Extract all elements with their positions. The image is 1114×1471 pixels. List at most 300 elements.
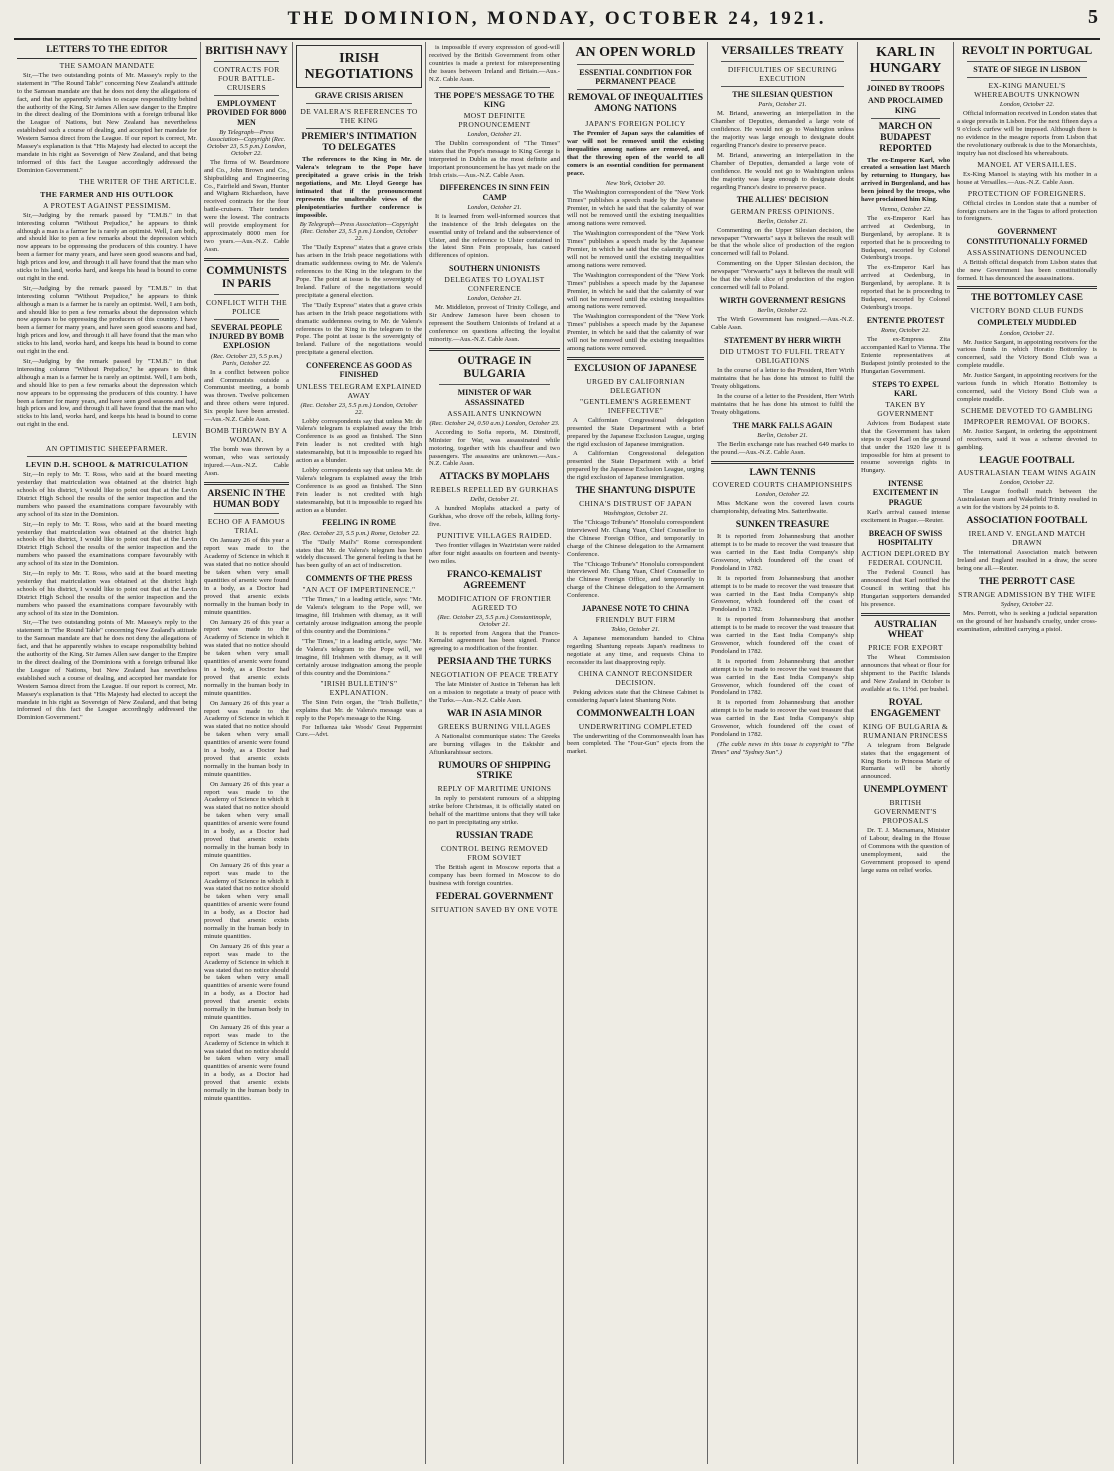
article-prague <box>861 479 950 524</box>
article-subheading: STRANGE ADMISSION BY THE WIFE <box>958 589 1096 599</box>
article-headline: AUSTRALIAN WHEAT <box>874 619 937 641</box>
article-body: The League football match between the Australasian team and Wakefield Trinity resulted in a win for the visitors by 24 points to 8. <box>957 488 1097 512</box>
article-body: Mr. Justice Sargant, in appointing receivers for the various funds in which Horatio Bottomley is concerned, said the Victory Bond Club was a complete muddle. <box>957 338 1097 370</box>
article-headline: FRANCO-KEMALIST AGREEMENT <box>446 569 542 591</box>
article-wirth-statement <box>711 336 854 417</box>
divider <box>214 294 279 295</box>
article-subheading: "AN ACT OF IMPERTINENCE." <box>302 585 416 595</box>
article-unemployment <box>861 785 950 874</box>
article-body: On January 26 of this year a report was made to the Academy of Science in which it was stated that no notice should be taken when very small quantities of arsenic were found in a body, as a Doctor had proved that arsenic exists normally in the human body in minute quantities. <box>204 537 289 616</box>
article-subheading: VICTORY BOND CLUB FUNDS <box>970 306 1084 316</box>
article-sinn-fein <box>429 183 560 260</box>
divider <box>871 118 940 119</box>
column-3 <box>292 42 425 1464</box>
article-dateline: London, October 21. <box>999 329 1055 337</box>
article-subheading: GRAVE CRISIS ARISEN <box>314 91 404 101</box>
article-dateline: London, October 21. <box>467 295 522 303</box>
article-body: The "Chicago Tribune's" Honolulu correspondent interviewed Mr. Chang Yuan, Chief Counsellor to the Chinese Foreign Office, and temporarily in charge of the Chinese delegation to the Armament Conference. <box>567 560 704 600</box>
article-subheading: CONTROL BEING REMOVED FROM SOVIET <box>440 843 549 862</box>
article-headline: GOVERNMENT CONSTITUTIONALLY FORMED <box>966 227 1088 246</box>
article-open-world <box>567 45 704 115</box>
article-british-navy <box>204 45 289 254</box>
article-moplahs <box>429 472 560 565</box>
article-headline: MARCH ON BUDAPEST REPORTED <box>878 121 933 154</box>
article-headline: ENTENTE PROTEST <box>866 315 945 325</box>
masthead <box>14 2 1100 40</box>
article-lead: The references to the King in Mr. de Valera's telegram to the Pope have precipitated a grave crisis in the Irish negotiations, and Mr. Lloyd George has intimated that if the pronouncement represents the unalterable views of the plenipotentiaries further conference is impossible. <box>296 156 422 219</box>
article-farmer <box>17 190 197 440</box>
article-dateline: (Rec. October 23, 5.5 p.m.) Paris, October 22. <box>211 352 282 367</box>
article-body: A Nationalist communique states: The Greeks are burning villages in the Eskishir and Afiunkarahissar sectors. <box>429 732 560 756</box>
article-headline: WIRTH GOVERNMENT RESIGNS <box>719 295 846 305</box>
article-body: It is reported from Johannesburg that another attempt is to be made to recover the vast treasure that was carried in the East India Company's ship Grosvenor, which foundered off the coast of Pondoland in 1782. <box>711 574 854 614</box>
article-subheading: DELEGATES TO LOYALIST CONFERENCE <box>444 275 545 294</box>
article-allies-decision <box>711 195 854 291</box>
article-subheading: "IRISH BULLETIN'S" EXPLANATION. <box>320 679 398 698</box>
article-swiss-hospitality <box>861 529 950 609</box>
divider <box>214 319 279 320</box>
article-headline: COMMENTS OF THE PRESS <box>305 574 413 584</box>
article-body: The underwriting of the Commonwealth loan has been completed. The "Four-Gun" ejects from the market. <box>567 732 704 756</box>
divider <box>967 61 1087 62</box>
article-body: Advices from Budapest state that the Government has taken steps to expel Karl on the ground that under the 1920 law it is impossible for him at present to resume sovereign rights in Hungary. <box>861 419 950 475</box>
article-headline: THE MARK FALLS AGAIN <box>732 420 833 430</box>
article-dateline: Delhi, October 21. <box>470 496 519 504</box>
headline-box <box>296 45 422 88</box>
article-headline: THE POPE'S MESSAGE TO THE KING <box>434 90 555 109</box>
article-australian-wheat <box>861 620 950 694</box>
article-subheading: GERMAN PRESS OPINIONS. <box>730 206 835 216</box>
article-body: It is reported from Johannesburg that another attempt is to be made to recover the vast treasure that was carried in the East India Company's ship Grosvenor, which foundered off the coast of Pondoland in 1782. <box>711 699 854 738</box>
article-subheading: PUNITIVE VILLAGES RAIDED. <box>436 530 553 540</box>
article-headline: EXCLUSION OF JAPANESE <box>574 363 697 374</box>
article-subheading: ESSENTIAL CONDITION FOR PERMANENT PEACE <box>579 68 692 87</box>
article-subheading: UNDERWRITING COMPLETED <box>578 721 693 731</box>
article-body: M. Briand, answering an interpellation in the Chamber of Deputies, demanded a large vote of confidence. He would not go to Washington unless the majority was large enough to designate doubt regarding France's desire to preserve peace. <box>711 151 854 191</box>
article-dateline: Washington, October 21. <box>603 509 668 517</box>
masthead-title: THE DOMINION, MONDAY, OCTOBER 24, 1921. <box>287 8 827 29</box>
article-subheading: CONTRACTS FOR FOUR BATTLE-CRUISERS <box>213 65 280 93</box>
article-body: It is reported from Johannesburg that another attempt is to be made to recover the vast treasure that was carried in the East India Company's ship Grosvenor, which foundered off the coast of Pondoland in 1782. <box>711 616 854 655</box>
article-headline: BREACH OF SWISS HOSPITALITY <box>868 528 943 547</box>
article-signature: THE WRITER OF THE ARTICLE. <box>79 176 197 186</box>
article-dateline: Sydney, October 22. <box>1000 600 1054 608</box>
article-wirth-resigns <box>711 296 854 332</box>
article-subheading: BOMB THROWN BY A WOMAN. <box>205 426 288 444</box>
article-body: Dr. T. J. Macnamara, Minister of Labour, dealing in the House of Commons with the question of unemployment, said the Government proposed to spend large sums on relief works. <box>861 827 950 874</box>
divider <box>721 61 844 62</box>
article-headline: SOUTHERN UNIONISTS <box>449 264 540 274</box>
column-8 <box>953 42 1100 1464</box>
article-headline: ATTACKS BY MOPLAHS <box>439 472 550 483</box>
article-subheading: SCHEME DEVOTED TO GAMBLING <box>961 405 1093 415</box>
article-shantung <box>567 486 704 600</box>
article-body: On January 26 of this year a report was made to the Academy of Science in which it was stated that no notice should be taken when very small quantities of arsenic were found in a body, as a Doctor had proved that arsenic exists normally in the human body in minute quantities. <box>204 942 289 1021</box>
article-headline: REVOLT IN PORTUGAL <box>961 45 1093 57</box>
article-league-football <box>957 456 1097 513</box>
article-headline: STATEMENT BY HERR WIRTH <box>724 335 841 345</box>
article-subheading: KING OF BULGARIA & RUMANIAN PRINCESS <box>862 721 949 740</box>
article-subheading: COVERED COURTS CHAMPIONSHIPS <box>712 480 853 490</box>
article-body: A telegram from Belgrade states that the engagement of King Boris to Princess Marie of Rumania will be shortly announced. <box>861 741 950 781</box>
article-dateline: Berlin, October 21. <box>757 431 808 439</box>
article-body: The Washington correspondent of the "New York Times" publishes a speech made by the Japanese Premier, in which he said that the calamity of war will not be removed until the existing inequalities among nations were removed. <box>567 313 704 352</box>
divider <box>721 86 844 87</box>
article-body: Mr. Justice Sargant, in ordering the appointment of receivers, said it was a scheme devoted to gambling. <box>957 427 1097 451</box>
article-subheading: EX-KING MANUEL'S WHEREABOUTS UNKNOWN <box>974 81 1080 100</box>
article-body: In a conflict between police and Communists outside a Communist meeting, a bomb was thrown. Twelve policemen and three others were injured. Six people have been arrested.—Aus.-N.Z. Cable Assn. <box>204 368 289 424</box>
article-lead: The Premier of Japan says the calamities of war will not be removed until the existing inequalities among nations are removed, and that the throwing open of the world to all comers is an essential condition for permanent peace. <box>567 130 704 177</box>
article-subheading: THE FARMER AND HIS OUTLOOK <box>40 189 174 199</box>
article-subheading: CHINA'S DISTRUST OF JAPAN <box>579 498 692 508</box>
article-dateline: Berlin, October 21. <box>757 217 808 225</box>
article-body: Sir,—In reply to Mr. T. Ross, who said at the board meeting yesterday that matriculation was obtained at the district high schools of his district, I would like to point out that at the Levin District High School the results of the senior inspection and the numbers who passed the examinations compare favourably with any school of its size in the Dominion. <box>17 570 197 617</box>
article-body: On January 26 of this year a report was made to the Academy of Science in which it was stated that no notice should be taken when very small quantities of arsenic were found in a body, as a Doctor had proved that arsenic exists normally in the human body in minute quantities. <box>204 861 289 940</box>
article-levin-school <box>17 444 197 722</box>
article-subheading: THE SAMOAN MANDATE <box>59 60 155 70</box>
article-subheading: ASSASSINATIONS DENOUNCED <box>966 247 1088 257</box>
article-subheading: MINISTER OF WAR ASSASSINATED <box>457 388 532 407</box>
article-headline: LEAGUE FOOTBALL <box>979 455 1075 466</box>
divider <box>214 61 279 62</box>
divider <box>429 348 560 351</box>
article-subheading: STATE OF SIEGE IN LISBON <box>973 65 1081 75</box>
divider <box>204 258 289 261</box>
article-body: The British agent in Moscow reports that a company has been formed in Moscow to do business with foreign countries. <box>429 863 560 887</box>
divider <box>439 384 550 385</box>
article-body: In the course of a letter to the President, Herr Wirth maintains that he has done his utmost to fulfil the Treaty obligations. <box>711 367 854 390</box>
article-body: The Wirth Government has resigned.—Aus.-N.Z. Cable Assn. <box>711 316 854 331</box>
article-dateline: London, October 21. <box>467 130 522 138</box>
article-subheading: URGED BY CALIFORNIAN DELEGATION <box>586 376 685 395</box>
article-body: The Berlin exchange rate has reached 649 marks to the pound.—Aus.-N.Z. Cable Assn. <box>711 440 854 456</box>
article-subheading: IRELAND V. ENGLAND MATCH DRAWN <box>968 529 1086 548</box>
article-subheading: A PROTEST AGAINST PESSIMISM. <box>42 200 172 210</box>
article-subheading: ACTION DEPLORED BY FEDERAL COUNCIL <box>861 549 950 568</box>
column-4 <box>425 42 563 1464</box>
article-headline: RUSSIAN TRADE <box>455 830 534 841</box>
article-body: Official information received in London states that a siege prevails in Lisbon. For the next fifteen days a 9 o'clock curfew will be imposed. Although there is no evidence in the meagre reports from Lisbon that the revolutionary outbreak is due to the Monarchists, inquiry has not disclosed his whereabouts. <box>957 110 1097 157</box>
article-headline: FEELING IN ROME <box>322 518 396 528</box>
article-headline: OUTRAGE IN BULGARIA <box>457 354 532 381</box>
article-body: The international Association match between Ireland and England resulted in a draw, the score being one all.—Reuter. <box>957 549 1097 572</box>
article-body: On January 26 of this year a report was made to the Academy of Science in which it was stated that no notice should be taken when very small quantities of arsenic were found in a body, as a Doctor had proved that arsenic exists normally in the human body in minute quantities. <box>204 1023 289 1102</box>
article-irish-negotiations <box>296 45 422 357</box>
article-body: A Californian Congressional delegation presented the State Department with a brief prepared by the Japanese Exclusion League, urging the rigid exclusion of Japanese immigration. <box>567 450 704 482</box>
article-subheading: JAPAN'S FOREIGN POLICY <box>585 119 686 129</box>
article-signature: LEVIN <box>172 431 197 441</box>
article-portugal <box>957 45 1097 223</box>
article-headline: THE SHANTUNG DISPUTE <box>575 486 696 497</box>
article-subheading: AN OPTIMISTIC SHEEPFARMER. <box>45 444 169 454</box>
article-body: The ex-Emperor Karl has arrived at Oedenburg, in Burgenland, by aeroplane. It is reported that he is proceeding to Budapest, escorted by Colonel Ostenburg's troops. <box>861 264 950 311</box>
article-headline: THE ALLIES' DECISION <box>736 195 829 205</box>
article-body: Mr. Middleton, provost of Trinity College, and Sir Andrew Jameson have been chosen to represent the Southern Unionists of Ireland at a conference on questions affecting the loyalist minority.—Aus.-N.Z. Cable Assn. <box>429 304 560 344</box>
article-franco-kemalist <box>429 570 560 654</box>
article-dateline: (Rec. October 23, 5.5 p.m.) Rome, October 22. <box>298 529 420 537</box>
article-body: Lobby correspondents say that unless Mr. de Valera's telegram is explained away the Irish Conference is as good as finished. The Sinn Fein leader is not credited with high statesmanship, but it is impossible to regard his action as a blunder. <box>296 466 422 514</box>
article-body: It is reported from Angora that the Franco-Kemalist agreement has been signed. France agreeing to a modification of the frontier. <box>429 629 560 653</box>
article-dateline: Vienna, October 22. <box>879 205 932 213</box>
article-body: M. Briand, answering an interpellation in the Chamber of Deputies, demanded a large vote of confidence. He would not go to Washington unless the majority was large enough to designate doubt regarding France's desire to preserve peace. <box>711 110 854 150</box>
article-dateline: Paris, October 21. <box>758 101 807 109</box>
article-headline: SUNKEN TREASURE <box>735 520 830 531</box>
article-subheading: GREEKS BURNING VILLAGES <box>438 721 551 731</box>
article-body: Ex-King Manoel is staying with his mother in a house at Versailles.—Aus.-N.Z. Cable Assn. <box>957 170 1097 186</box>
divider <box>306 103 412 104</box>
article-body: According to Sofia reports, M. Dimitroff, Minister for War, was assassinated while motoring, together with his chauffeur and two passengers. The assassins are unknown.—Aus.-N.Z. Cable Assn. <box>429 428 560 468</box>
article-subheading: REMOVAL OF INEQUALITIES AMONG NATIONS <box>567 93 704 115</box>
article-dateline: Tokio, October 21. <box>611 626 660 634</box>
article-subheading: COMPLETELY MUDDLED <box>977 318 1077 328</box>
article-subheading: TAKEN BY GOVERNMENT <box>877 399 934 418</box>
article-body: Two frontier villages in Waziristan were raided after four night assaults on fourteen and twenty-two miles. <box>429 541 560 565</box>
article-dateline: London, October 21. <box>467 203 522 211</box>
article-subheading: SEVERAL PEOPLE INJURED BY BOMB EXPLOSION <box>209 323 284 351</box>
article-body: Miss McKane won the covered lawn courts championship, defeating Mrs. Satterthwaite. <box>711 500 854 516</box>
article-headline: PREMIER'S INTIMATION TO DELEGATES <box>301 132 417 154</box>
article-dateline: New York, October 20. <box>605 179 666 187</box>
article-body: The "Chicago Tribune's" Honolulu correspondent interviewed Mr. Chang Yuan, Chief Counsellor to the Chinese Foreign Office, and temporarily in charge of the Chinese delegation to the Armament Conference. <box>567 518 704 558</box>
article-subheading: LEVIN D.H. SCHOOL & MATRICULATION <box>25 460 189 470</box>
article-body: The Sinn Fein organ, the "Irish Bulletin," explains that Mr. de Valera's message was a reply to the Pope's message to the King. <box>296 699 422 723</box>
article-russian-trade <box>429 831 560 888</box>
article-portugal-government <box>957 227 1097 282</box>
article-body: Official circles in London state that a number of foreign cruisers are in the Tagus to afford protection to foreigners. <box>957 199 1097 223</box>
article-versailles <box>711 45 854 191</box>
divider <box>204 482 289 485</box>
article-headline: LETTERS TO THE EDITOR <box>17 45 197 59</box>
article-body: The Federal Council has announced that Karl notified the Council in writing that his Hungarian supporters demanded his presence. <box>861 569 950 608</box>
divider <box>567 357 704 360</box>
article-headline: AN OPEN WORLD <box>575 45 696 60</box>
article-subheading: EMPLOYMENT PROVIDED FOR 8000 MEN <box>206 99 287 127</box>
copyright-note: (The cable news in this issue is copyright to "The Times" and "Sydney Sun".) <box>711 740 854 756</box>
article-subheading: FRIENDLY BUT FIRM <box>595 615 676 625</box>
article-headline: WAR IN ASIA MINOR <box>446 708 543 719</box>
column-6 <box>707 42 857 1464</box>
article-association-football <box>957 516 1097 573</box>
article-headline: ARSENIC IN THE HUMAN BODY <box>207 488 286 510</box>
article-dateline: Berlin, October 22. <box>757 307 808 315</box>
article-japan-policy <box>567 119 704 353</box>
article-communists-paris <box>204 265 289 478</box>
article-body: The Washington correspondent of the "New York Times" publishes a speech made by the Japanese Premier, in which he said that the calamity of war will not be removed until the existing inequalities among nations were removed. <box>567 230 704 269</box>
article-body: A hundred Moplahs attacked a party of Gurkhas, who drove off the rebels, killing forty-five. <box>429 505 560 529</box>
article-body: The ex-Empress Zita accompanied Karl to Vienna. The Entente representatives at Budapest jointly protested to the Hungarian Government. <box>861 336 950 375</box>
article-royal-engagement <box>861 698 950 781</box>
column-1 <box>14 42 200 1464</box>
article-dateline: London, October 22. <box>999 101 1055 109</box>
article-headline: THE BOTTOMLEY CASE <box>971 293 1083 304</box>
article-subheading: MODIFICATION OF FRONTIER AGREED TO <box>437 593 552 612</box>
article-headline: LAWN TENNIS <box>749 467 816 478</box>
article-headline: KARL IN HUNGARY <box>869 45 942 77</box>
article-dateline: (Rec. October 24, 0.50 a.m.) London, October 23. <box>429 419 560 427</box>
article-body: A Japanese memorandum handed to China regarding Shantung repeats Japan's readiness to negotiate at any time, and requests China to reconsider its last disapproving reply. <box>567 635 704 666</box>
column-5 <box>563 42 707 1464</box>
article-karl-hungary <box>861 45 950 312</box>
article-body: In the course of a letter to the President, Herr Wirth maintains that he has done his utmost to fulfil the Treaty obligations. <box>711 392 854 416</box>
article-body: Karl's arrival caused intense excitement in Prague.—Reuter. <box>861 508 950 524</box>
article-commonwealth-loan <box>567 709 704 757</box>
article-lead: The ex-Emperor Karl, who created a sensation last March by returning to Hungary, has arrived in Burgenland, and has been joined by the troops, who have proclaimed him King. <box>861 156 950 204</box>
article-headline: THE PERROTT CASE <box>979 576 1075 587</box>
divider <box>306 128 412 129</box>
article-subheading: JOINED BY TROOPS <box>866 84 945 94</box>
article-body: Sir,—Judging by the remark passed by "T.M.B." in that interesting column "Without Prejudice," he appears to think although a man is a farmer he is rarely an optimist. Well, I am both, and should like to pen a few remarks about the depression which now appears to be oppressing the producers of this country. I have been a farmer for many years, and have seen good seasons and bad, high prices and low, and through it all have found that the man who sticks to his land, works hard, and keeps his head is bound to come out right in the end. <box>17 284 197 356</box>
article-body: The "Daily Mail's" Rome correspondent states that Mr. de Valera's telegram has been widely discussed. The general feeling is that he has been guilty of an act of indiscretion. <box>296 538 422 570</box>
article-body: Mrs. Perrott, who is seeking a judicial separation on the ground of her husband's cruelty, under cross-examination, admitted carrying a pistol. <box>957 609 1097 633</box>
article-bottomley <box>957 293 1097 451</box>
article-headline: INTENSE EXCITEMENT IN PRAGUE <box>872 479 939 507</box>
article-subheading: MOST DEFINITE PRONOUNCEMENT <box>458 110 531 129</box>
article-headline: ROYAL ENGAGEMENT <box>870 697 941 719</box>
article-subheading: DE VALERA'S REFERENCES TO THE KING <box>300 107 418 126</box>
divider <box>711 461 854 464</box>
article-headline: CONFERENCE AS GOOD AS FINISHED <box>305 361 413 380</box>
article-body: The Washington correspondent of the "New York Times" publishes a speech made by the Japanese Premier, in which he said that the calamity of war will not be removed until the existing inequalities among nations were removed. <box>567 188 704 228</box>
article-body: In reply to persistent rumours of a shipping strike before Christmas, it is officially stated on behalf of the maritime unions that they will take no part in precipitating any strike. <box>429 795 560 827</box>
article-body: Peking advices state that the Chinese Cabinet is considering Japan's latest Shantung Note. <box>567 688 704 704</box>
article-subheading: CONFLICT WITH THE POLICE <box>206 298 287 317</box>
divider <box>439 87 550 88</box>
article-entente-protest <box>861 316 950 376</box>
article-headline: STEPS TO EXPEL KARL <box>872 379 939 398</box>
article-subheading: THE SILESIAN QUESTION <box>732 90 833 100</box>
article-pope-message <box>429 91 560 180</box>
article-federal-government <box>429 892 560 914</box>
article-body: Sir,—Judging by the remark passed by "T.M.B." in that interesting column "Without Prejudice," he appears to think although a man is a farmer he is rarely an optimist. Well, I am both, and should like to pen a few remarks about the depression which now appears to be oppressing the producers of this country. I have been a farmer for many years, and have seen good seasons and bad, high prices and low, and through it all have found that the man who sticks to his land, works hard, and keeps his head is bound to come out right in the end. <box>17 211 197 282</box>
article-subheading: REPLY OF MARITIME UNIONS <box>437 784 552 794</box>
article-body: A British official despatch from Lisbon states that the new Government has been constitutionally formed. It has denounced the assassinations. <box>957 258 1097 282</box>
article-mark-falls <box>711 421 854 457</box>
article-shipping-strike <box>429 761 560 827</box>
advertisement: For Influenza take Woods' Great Peppermint Cure.—Advt. <box>296 725 422 739</box>
article-body: Lobby correspondents say that unless Mr. de Valera's telegram is explained away the Irish Conference is as good as finished. The Sinn Fein leader is not credited with high statesmanship, but it is impossible to regard his action as a blunder. <box>296 417 422 465</box>
article-body: The ex-Emperor Karl has arrived at Oedenburg, in Burgenland, by aeroplane. It is reported that he is proceeding to Budapest, escorted by Colonel Ostenburg's troops. <box>861 214 950 262</box>
article-dateline: By Telegraph—Press Association—Copyright (Rec. October 23, 5.5 p.m.) London, October 22. <box>207 128 286 157</box>
article-body: On January 26 of this year a report was made to the Academy of Science in which it was stated that no notice should be taken when very small quantities of arsenic were found in a body, as a Doctor had proved that arsenic exists normally in the human body in minute quantities. <box>204 699 289 778</box>
article-body: The Wheat Commission announces that wheat or flour for shipment to the Pacific Islands and New Zealand in October is available at 6s. 11½d. per bushel. <box>861 654 950 694</box>
divider <box>577 89 694 90</box>
article-subheading: MANOEL AT VERSAILLES. <box>977 159 1077 169</box>
article-conference-finished <box>296 361 422 514</box>
column-2 <box>200 42 292 1464</box>
article-body: It is learned from well-informed sources that the insistence of the Irish delegates on the essential unity of Ireland and the subservience of Ulster, and the reference to Ulster contained in the latest Sinn Fein proposals, has caused differences of opinion. <box>429 212 560 260</box>
divider <box>27 456 187 457</box>
article-bulgaria <box>429 355 560 468</box>
divider <box>957 286 1097 289</box>
article-dateline: London, October 22. <box>755 491 810 499</box>
article-body: A Californian Congressional delegation presented the State Department with a brief prepared by the Japanese Exclusion League, urging the rigid exclusion of Japanese immigration. <box>567 416 704 448</box>
page-number: 5 <box>1088 6 1098 28</box>
article-southern-unionists <box>429 264 560 344</box>
article-perrott-case <box>957 577 1097 634</box>
article-body: The firms of W. Beardmore and Co., John Brown and Co., Shipbuilding and Engineering Co., Fairfield and Swan, Hunter and Wigham Richardson, have received contracts for the four battle-cruisers. Their tenders were the lowest. The contracts will provide employment for approximately 8000 men for two years.—Aus.-N.Z. Cable Assn. <box>204 158 289 253</box>
article-headline: DIFFERENCES IN SINN FEIN CAMP <box>439 183 550 202</box>
article-body: Commenting on the Upper Silesian decision, the newspaper "Vorwaerts" says it believes the result will be that the whole slice of production of the region concerned will fall to Poland. <box>711 226 854 258</box>
article-press-comments <box>296 574 422 739</box>
article-body: The "Daily Express" states that a grave crisis has arisen in the Irish peace negotiations with dramatic suddenness owing to Mr. de Valera's references to the King in the telegram to the Pope. The point at issue is the sovereignty of Ireland. Failure of the negotiations would precipitate a general election. <box>296 301 422 357</box>
article-exclusion-japanese <box>567 364 704 482</box>
divider <box>861 613 950 616</box>
article-body: The "Daily Express" states that a grave crisis has arisen in the Irish peace negotiations with dramatic suddenness owing to Mr. de Valera's references to the King in the telegram to the Pope. The point at issue is the sovereignty of Ireland. Failure of the negotiations would precipitate a general election. <box>296 244 422 299</box>
article-subheading: AUSTRALASIAN TEAM WINS AGAIN <box>957 468 1097 478</box>
article-feeling-rome <box>296 518 422 570</box>
article-lawn-tennis <box>711 468 854 517</box>
article-subheading: UNLESS TELEGRAM EXPLAINED AWAY <box>296 381 422 400</box>
divider <box>214 95 279 96</box>
article-subheading: "GENTLEMEN'S AGREEMENT INEFFECTIVE" <box>580 396 691 415</box>
article-subheading: NEGOTIATION OF PEACE TREATY <box>430 670 559 680</box>
divider <box>577 64 694 65</box>
article-headline: UNEMPLOYMENT <box>863 785 948 796</box>
article-headline: JAPANESE NOTE TO CHINA <box>581 604 690 614</box>
divider <box>214 513 279 514</box>
article-body: "The Times," in a leading article, says: "Mr. de Valera's telegram to the Pope will, we imagine, fill Irishmen with dismay, as it will certainly arouse indignation among the people of this country and the Dominions." <box>296 596 422 636</box>
article-dateline: London, October 22. <box>999 479 1055 487</box>
article-subheading: CHINA CANNOT RECONSIDER DECISION. <box>578 668 693 687</box>
article-dateline: By Telegraph—Press Association—Copyright (Rec. October 23, 5.5 p.m.) London, October 22. <box>299 221 419 243</box>
article-subheading: IMPROPER REMOVAL OF BOOKS. <box>963 416 1091 426</box>
article-headline: RUMOURS OF SHIPPING STRIKE <box>438 760 551 782</box>
divider <box>967 77 1087 78</box>
article-body: The Washington correspondent of the "New York Times" publishes a speech made by the Japanese Premier, in which he said that the calamity of war will not be removed until the existing inequalities among nations were removed. <box>567 271 704 311</box>
article-subheading: PROTECTION OF FOREIGNERS. <box>967 188 1087 198</box>
article-body: Commenting on the Upper Silesian decision, the newspaper "Vorwaerts" says it believes the result will be that the whole slice of production of the region concerned will fall to Poland. <box>711 260 854 291</box>
article-subheading: ECHO OF A FAMOUS TRIAL <box>207 517 286 536</box>
article-dateline: (Rec. October 23, 5.5 p.m.) Constantinople, October 21. <box>437 613 552 628</box>
divider <box>871 80 940 81</box>
article-headline: PERSIA AND THE TURKS <box>437 657 552 668</box>
article-subheading: SITUATION SAVED BY ONE VOTE <box>431 904 558 914</box>
article-dateline: Rome, October 22. <box>880 327 931 335</box>
article-body: Sir,—The two outstanding points of Mr. Massey's reply to the statement in "The Round Table" concerning New Zealand's attitude to the Samoan mandate are that he does not deny the allegations of fact, and that he apparently wishes to escape responsibility behind the authority of the King. Sir James Allen saw danger to the Empire in the direct dealing of the Dominions with a foreign tribunal like the League of Nations, but New Zealand has nevertheless established such a course of dealing, and accepted her mandate for Western Samoa direct from the League. If our report is correct, Mr. Massey's explanation is that "His Majesty had elected to accept the mandate in his right as Sovereign of New Zealand, and that being informed of this fact the League accordingly addressed the Dominion Government." <box>17 619 197 722</box>
article-body: Sir,—In reply to Mr. T. Ross, who said at the board meeting yesterday that matriculation was obtained at the district high schools of his district, I would like to point out that at the Levin District High School the results of the senior inspection and the numbers who passed the examinations compare favourably with any school of its size in the Dominion. <box>17 471 197 518</box>
article-subheading: AND PROCLAIMED KING <box>868 96 943 115</box>
article-asia-minor <box>429 709 560 757</box>
article-subheading: DIFFICULTIES OF SECURING EXECUTION <box>727 65 838 84</box>
article-body: On January 26 of this year a report was made to the Academy of Science in which it was stated that no notice should be taken when very small quantities of arsenic were found in a body, as a Doctor had proved that arsenic exists normally in the human body in minute quantities. <box>204 618 289 697</box>
article-subheading: BRITISH GOVERNMENT'S PROPOSALS <box>874 798 937 826</box>
article-subheading: REBELS REPELLED BY GURKHAS <box>430 485 559 495</box>
article-body: The late Minister of Justice in Teheran has left on a mission to negotiate a treaty of peace with the Turks.—Aus.-N.Z. Cable Assn. <box>429 681 560 704</box>
article-headline: COMMONWEALTH LOAN <box>576 708 695 719</box>
article-body: is impossible if every expression of good-will received by the British Government from other countries is made a pretext for misrepresenting the issues between Ireland and Britain.—Aus.-N.Z. Cable Assn. <box>429 44 560 83</box>
article-body: Sir,—In reply to Mr. T. Ross, who said at the board meeting yesterday that matriculation was obtained at the district high schools of his district, I would like to point out that at the Levin District High School the results of the senior inspection and the numbers who passed the examinations compare favourably with any school of its size in the Dominion. <box>17 520 197 568</box>
article-sunken-treasure <box>711 520 854 756</box>
article-headline: IRISH NEGOTIATIONS <box>304 51 414 83</box>
article-subheading: DID UTMOST TO FULFIL TREATY OBLIGATIONS <box>719 347 846 366</box>
article-headline: FEDERAL GOVERNMENT <box>435 891 554 902</box>
article-subheading: ASSAILANTS UNKNOWN <box>447 408 542 418</box>
article-expel-karl <box>861 380 950 476</box>
article-body: Sir,—Judging by the remark passed by "T.M.B." in that interesting column "Without Prejudice," he appears to think although a man is a farmer he is rarely an optimist. Well, I am both, and should like to pen a few remarks about the depression which now appears to be oppressing the producers of this country. I have been a farmer for many years, and have seen good seasons and bad, high prices and low, and through it all have found that the man who sticks to his land, works hard, and keeps his head is bound to come out right in the end. <box>17 358 197 429</box>
article-body: Sir,—The two outstanding points of Mr. Massey's reply to the statement in "The Round Table" concerning New Zealand's attitude to the Samoan mandate are that he does not deny the allegations of fact, and that he apparently wishes to escape responsibility behind the authority of the King. Sir James Allen saw danger to the Empire in the direct dealing of the Dominions with a foreign tribunal like the League of Nations, but New Zealand has nevertheless established such a course of dealing, and accepted her mandate for Western Samoa direct from the League. If our report is correct, Mr. Massey's explanation is that "His Majesty had elected to accept the mandate in his right as Sovereign of New Zealand, and that being informed of this fact the League accordingly addressed the Dominion Government." <box>17 71 197 174</box>
article-body: Mr. Justice Sargant, in appointing receivers for the various funds in which Horatio Bottomley is concerned, said the Victory Bond Club was a complete muddle. <box>957 372 1097 403</box>
article-body: The bomb was thrown by a woman, who was seriously injured.—Aus.-N.Z. Cable Assn. <box>204 446 289 477</box>
article-body: The Dublin correspondent of "The Times" states that the Pope's message to King George is interpreted in Dublin as the most definite and important pronouncement he has yet made on the Irish crisis.—Aus.-N.Z. Cable Assn. <box>429 139 560 179</box>
article-persia <box>429 657 560 705</box>
article-body: "The Times," in a leading article, says: "Mr. de Valera's telegram to the Pope will, we imagine, fill Irishmen with dismay, as it will certainly arouse indignation among the people of this country and the Dominions." <box>296 637 422 677</box>
article-dateline: (Rec. October 23, 5.5 p.m.) London, October 22. <box>300 401 418 416</box>
article-headline: COMMUNISTS IN PARIS <box>206 264 287 290</box>
column-7 <box>857 42 953 1464</box>
article-body: On January 26 of this year a report was made to the Academy of Science in which it was stated that no notice should be taken when very small quantities of arsenic were found in a body, as a Doctor had proved that arsenic exists normally in the human body in minute quantities. <box>204 780 289 859</box>
article-subheading: PRICE FOR EXPORT <box>868 643 943 653</box>
article-letters <box>17 45 197 186</box>
